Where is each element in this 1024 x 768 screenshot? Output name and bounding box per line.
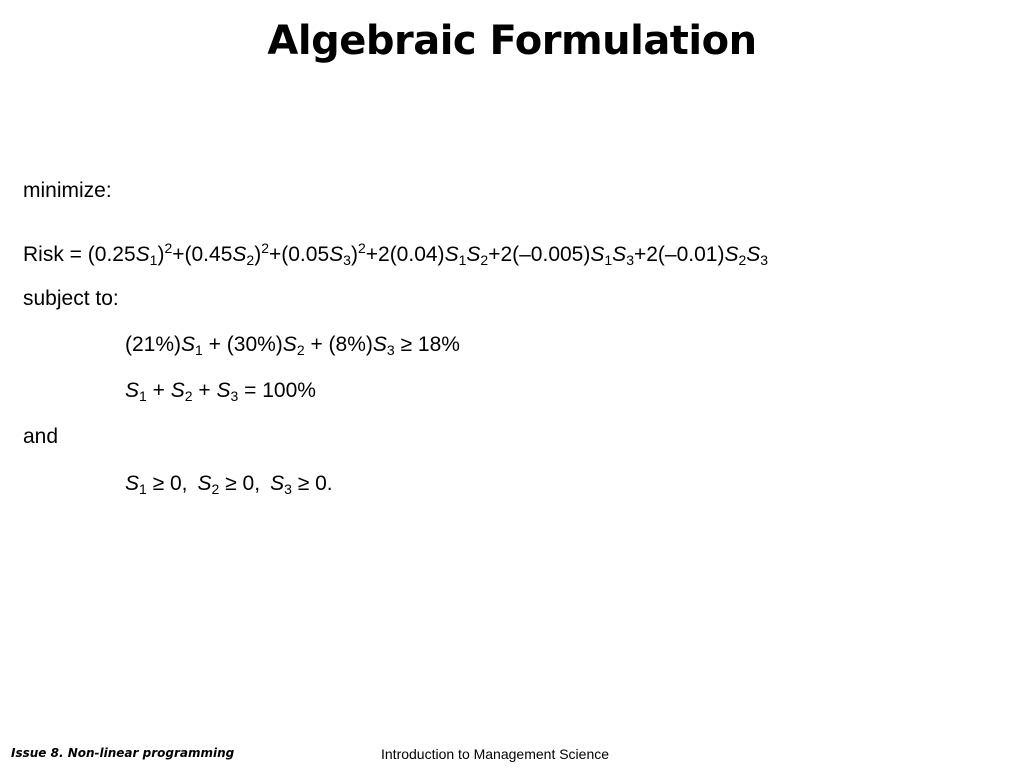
risk-term: +(0.45	[172, 243, 233, 266]
superscript: 2	[261, 240, 269, 256]
nonnegativity	[125, 473, 333, 496]
var-s: S	[282, 333, 297, 356]
coef: (21%)	[125, 333, 182, 356]
subscript: 1	[604, 252, 613, 268]
subscript: 3	[386, 342, 395, 358]
var-s: S	[590, 243, 605, 266]
risk-label: Risk =	[23, 243, 88, 266]
risk-term: )	[254, 243, 262, 266]
operator: +	[146, 379, 171, 402]
superscript: 2	[357, 240, 366, 256]
var-s: S	[216, 379, 231, 402]
subscript: 2	[296, 342, 305, 358]
var-s: S	[270, 472, 285, 495]
var-s: S	[181, 333, 196, 356]
risk-objective	[23, 241, 768, 267]
var-s: S	[125, 472, 140, 495]
subscript: 3	[284, 481, 292, 497]
risk-term: +(0.05	[269, 243, 330, 266]
subscript: 1	[139, 388, 147, 404]
var-s: S	[724, 243, 739, 266]
subscript: 2	[246, 252, 255, 268]
var-s: S	[232, 243, 247, 266]
subscript: 2	[738, 252, 747, 268]
var-s: S	[612, 243, 627, 266]
var-s: S	[125, 379, 140, 402]
minimize-label: minimize:	[23, 179, 112, 202]
var-s: S	[135, 243, 150, 266]
footer-issue: Issue 8. Non-linear programming	[11, 746, 235, 760]
risk-term: +2(–0.005)	[488, 243, 591, 266]
var-s: S	[329, 243, 344, 266]
risk-term: +2(–0.01)	[633, 243, 725, 266]
subject-to-label: subject to:	[23, 287, 119, 310]
coef: + (8%)	[304, 333, 373, 356]
risk-term: +2(0.04)	[365, 243, 445, 266]
var-s: S	[372, 333, 387, 356]
rhs: ≥ 18%	[394, 333, 460, 356]
subscript: 2	[184, 388, 193, 404]
risk-term: )	[157, 243, 165, 266]
subscript: 3	[230, 388, 239, 404]
superscript: 2	[164, 240, 173, 256]
operator: +	[192, 379, 217, 402]
rhs: = 100%	[238, 379, 316, 402]
subscript: 1	[195, 342, 203, 358]
subscript: 2	[211, 481, 220, 497]
risk-term: (0.25	[87, 243, 136, 266]
and-label: and	[23, 425, 59, 448]
coef: + (30%)	[202, 333, 283, 356]
rhs: ≥ 0,	[146, 472, 188, 495]
subscript: 3	[760, 252, 769, 268]
risk-term: )	[350, 243, 358, 266]
subscript: 2	[480, 252, 489, 268]
var-s: S	[746, 243, 761, 266]
subscript: 3	[343, 252, 351, 268]
rhs: ≥ 0.	[291, 472, 333, 495]
subscript: 1	[458, 252, 467, 268]
subscript: 1	[139, 481, 147, 497]
var-s: S	[444, 243, 459, 266]
slide-title: Algebraic Formulation	[267, 18, 757, 64]
footer-course: Introduction to Management Science	[381, 746, 610, 762]
subscript: 3	[626, 252, 634, 268]
constraint-return	[125, 334, 460, 357]
var-s: S	[466, 243, 481, 266]
subscript: 1	[149, 252, 158, 268]
var-s: S	[170, 379, 185, 402]
rhs: ≥ 0,	[219, 472, 261, 495]
constraint-sum	[125, 380, 316, 403]
var-s: S	[197, 472, 212, 495]
